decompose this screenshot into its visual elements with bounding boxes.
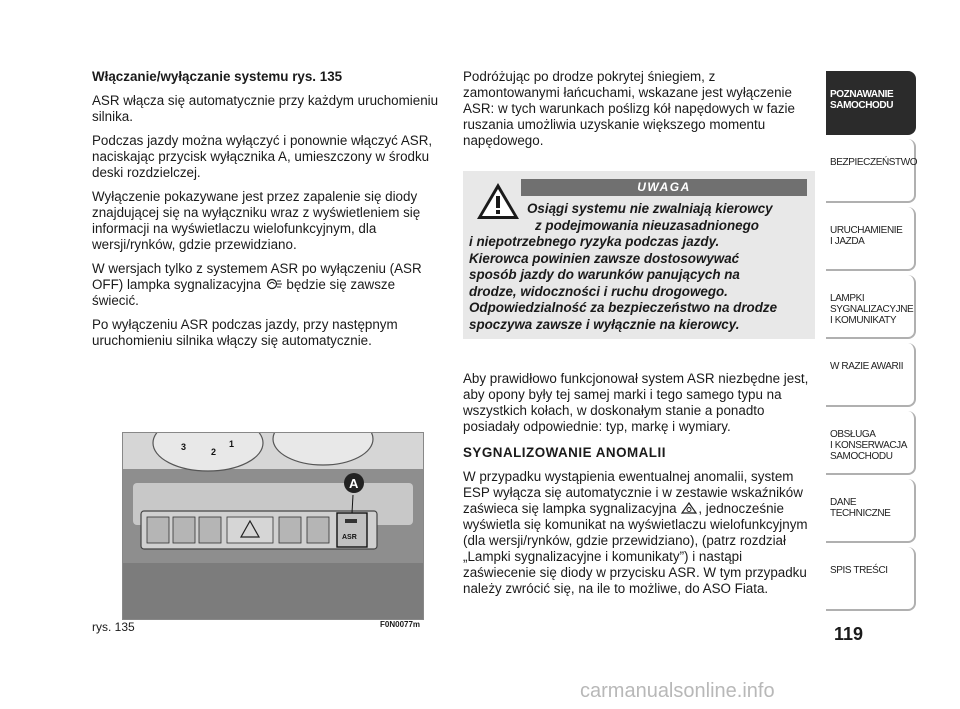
chapter-sidebar <box>826 71 916 615</box>
left-column <box>92 69 442 357</box>
right-column-lower <box>463 371 815 605</box>
dashboard-switch-figure <box>122 432 424 620</box>
paragraph: Wyłączenie pokazywane jest przez zapalenie się diody znajdującej się na wyłączniku wraz z wyświetleniem się informacji na wyświetlaczu wielofunkcyjnym, dla wersji/rynków, gdzie przewidziano. <box>92 189 421 252</box>
tab-obsluga-i-konserwacja[interactable]: OBSŁUGA I KONSERWACJA SAMOCHODU <box>826 411 916 475</box>
dial-number: 2 <box>211 447 217 457</box>
figure-code: F0N0077m <box>380 620 421 629</box>
tab-w-razie-awarii[interactable]: W RAZIE AWARII <box>826 343 916 407</box>
watermark: carmanualsonline.info <box>580 680 775 702</box>
callout-a: A <box>349 476 359 491</box>
warning-text: Osiągi systemu nie zwalniają kierowcy z podejmowania nieuzasadnionego i niepotrzebnego ryzyka podczas jazdy. Kierowca powinien zawsze dostosowywać sposób jazdy do warunków panujących na drodze, widoczności i ruchu drogowego. Odpowiedzialność za bezpieczeństwo na drodze spoczywa zawsze i wyłącznie na kierowcy. <box>469 201 778 332</box>
paragraph-asr-off: W wersjach tylko z systemem ASR po wyłączeniu (ASR OFF) lampka sygnalizacyjna będzie się zawsze świecić. <box>92 261 422 308</box>
tab-dane-techniczne[interactable]: DANE TECHNICZNE <box>826 479 916 543</box>
esp-failure-lamp-icon <box>680 502 698 514</box>
dashboard-illustration <box>123 433 423 619</box>
paragraph: Po wyłączeniu ASR podczas jazdy, przy następnym uruchomieniu silnika włączy się automatycznie. <box>92 317 398 348</box>
paragraph-anomaly: W przypadku wystąpienia ewentualnej anomalii, system ESP wyłącza się automatycznie i w zestawie wskaźników zaświeca się lampka sygnalizacyjna , jednocześnie wyświetla się komunikat na wyświetlaczu wielofunkcyjnym (dla wersji/rynków, gdzie przewidziano), (patrz rozdział „Lampki sygnalizacyjne i komunikaty”) i nastąpi zaświecenie się diody w przycisku ASR. W tym przypadku należy zwrócić się, na ile to możliwe, do ASO Fiata. <box>463 469 808 596</box>
page-number: 119 <box>834 624 864 644</box>
paragraph: ASR włącza się automatycznie przy każdym uruchomieniu silnika. <box>92 93 439 124</box>
asr-button-label: ASR <box>342 534 357 541</box>
tab-bezpieczenstwo[interactable]: BEZPIECZEŃSTWO <box>826 139 916 203</box>
tab-spis-tresci[interactable]: SPIS TREŚCI <box>826 547 916 611</box>
paragraph: Podróżując po drodze pokrytej śniegiem, z zamontowanymi łańcuchami, wskazane jest wyłączenie ASR: w tych warunkach poślizg kół napędowych w fazie ruszania umożliwia uzyskanie większego momentu napędowego. <box>463 69 795 148</box>
figure-caption: rys. 135 <box>92 620 135 634</box>
paragraph-tyres: Aby prawidłowo funkcjonował system ASR niezbędne jest, aby opony były tej samej marki i tego samego typu na wszystkich kołach, w doskonałym stanie a ponadto posiadały odpowiednie: typ, markę i wymiary. <box>463 371 809 434</box>
paragraph: Podczas jazdy można wyłączyć i ponownie włączyć ASR, naciskając przycisk wyłącznika A, umieszczony w środku deski rozdzielczej. <box>92 133 433 180</box>
tab-poznawanie-samochodu[interactable]: POZNAWANIE SAMOCHODU <box>826 71 916 135</box>
tab-uruchamienie-i-jazda[interactable]: URUCHAMIENIE I JAZDA <box>826 207 916 271</box>
section-title: SYGNALIZOWANIE ANOMALII <box>463 445 666 460</box>
warning-box <box>463 171 815 339</box>
esp-warning-lamp-icon <box>265 278 283 290</box>
dial-number: 3 <box>181 442 187 452</box>
dial-number: 1 <box>229 439 235 449</box>
right-column-intro <box>463 69 815 157</box>
tab-lampki-sygnalizacyjne[interactable]: LAMPKI SYGNALIZACYJNE I KOMUNIKATY <box>826 275 916 339</box>
warning-label: UWAGA <box>521 179 807 196</box>
section-heading: Włączanie/wyłączanie systemu rys. 135 <box>92 69 343 84</box>
